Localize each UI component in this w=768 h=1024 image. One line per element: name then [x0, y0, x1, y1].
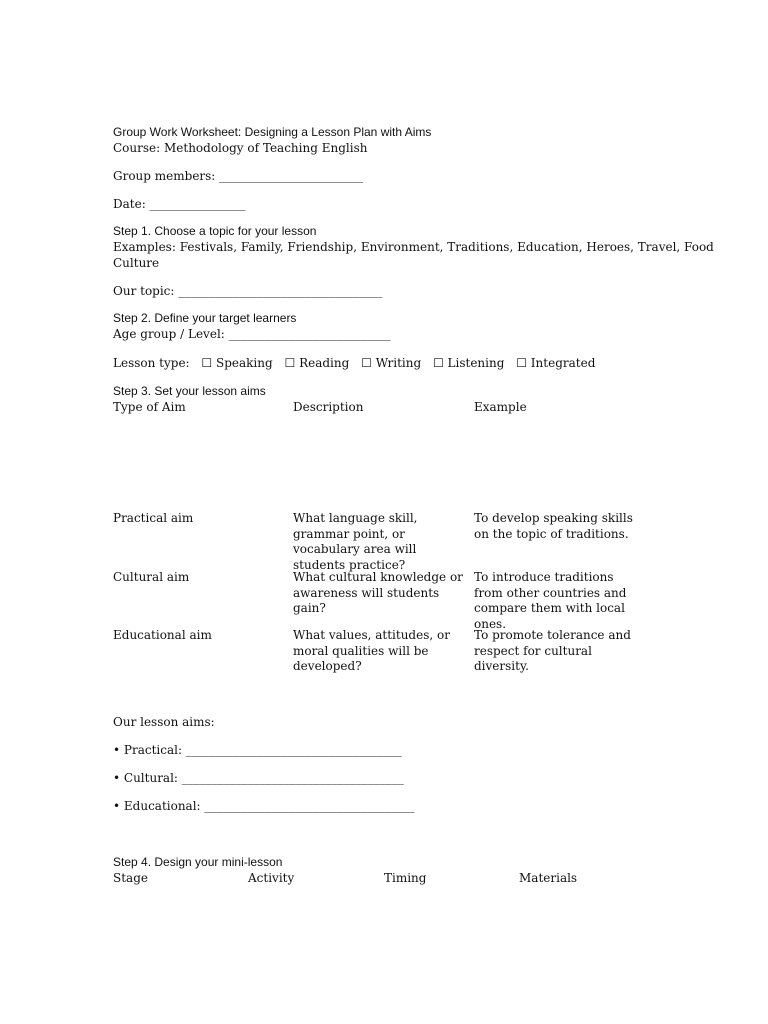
cultural-aim-field[interactable]: • Cultural: _____________________________________ — [113, 771, 404, 785]
mini-lesson-header-materials: Materials — [519, 871, 578, 885]
age-group-field[interactable]: Age group / Level: ___________________________ — [113, 327, 391, 341]
aims-row-practical-example: To develop speaking skills on the topic of traditions. — [474, 511, 633, 541]
our-lesson-aims-label: Our lesson aims: — [113, 715, 215, 729]
aims-row-cultural-example: To introduce traditions from other countries and compare them with local ones. — [474, 570, 627, 631]
lesson-type-integrated-checkbox[interactable]: ☐ Integrated — [516, 356, 596, 370]
mini-lesson-header-stage: Stage — [113, 871, 148, 885]
lesson-type-listening-checkbox[interactable]: ☐ Listening — [432, 356, 505, 370]
lesson-type-row — [113, 356, 603, 372]
course-line: Course: Methodology of Teaching English — [113, 141, 368, 155]
aims-row-educational-example: To promote tolerance and respect for cultural diversity. — [474, 628, 631, 673]
topic-examples-line2: Culture — [113, 256, 160, 270]
mini-lesson-header-timing: Timing — [384, 871, 427, 885]
step3-heading: Step 3. Set your lesson aims — [113, 384, 266, 398]
step1-heading: Step 1. Choose a topic for your lesson — [113, 224, 317, 238]
lesson-type-writing-checkbox[interactable]: ☐ Writing — [361, 356, 422, 370]
aims-row-cultural-description: What cultural knowledge or awareness will students gain? — [293, 570, 463, 615]
educational-aim-field[interactable]: • Educational: ___________________________________ — [113, 799, 415, 813]
aims-row-practical-description: What language skill, grammar point, or vocabulary area will students practice? — [293, 511, 418, 572]
aims-row-educational-description: What values, attitudes, or moral qualities will be developed? — [293, 628, 450, 673]
lesson-type-reading-checkbox[interactable]: ☐ Reading — [284, 356, 350, 370]
aims-table-header-description: Description — [293, 400, 364, 414]
aims-table-header-type: Type of Aim — [113, 400, 186, 414]
aims-row-cultural-type: Cultural aim — [113, 570, 190, 584]
date-field[interactable]: Date: ________________ — [113, 197, 246, 211]
topic-examples-line1: Examples: Festivals, Family, Friendship, Environment, Traditions, Education, Heroes, Travel, Food — [113, 240, 714, 254]
mini-lesson-header-activity: Activity — [248, 871, 295, 885]
lesson-type-speaking-checkbox[interactable]: ☐ Speaking — [201, 356, 273, 370]
our-topic-field[interactable]: Our topic: __________________________________ — [113, 284, 383, 298]
lesson-type-label: Lesson type: — [113, 356, 190, 370]
worksheet-title: Group Work Worksheet: Designing a Lesson Plan with Aims — [113, 125, 432, 139]
practical-aim-field[interactable]: • Practical: ____________________________________ — [113, 743, 402, 757]
group-members-field[interactable]: Group members: ________________________ — [113, 169, 364, 183]
aims-row-practical-type: Practical aim — [113, 511, 194, 525]
aims-row-educational-type: Educational aim — [113, 628, 212, 642]
step4-heading: Step 4. Design your mini-lesson — [113, 855, 283, 869]
aims-table-header-example: Example — [474, 400, 527, 414]
step2-heading: Step 2. Define your target learners — [113, 311, 297, 325]
